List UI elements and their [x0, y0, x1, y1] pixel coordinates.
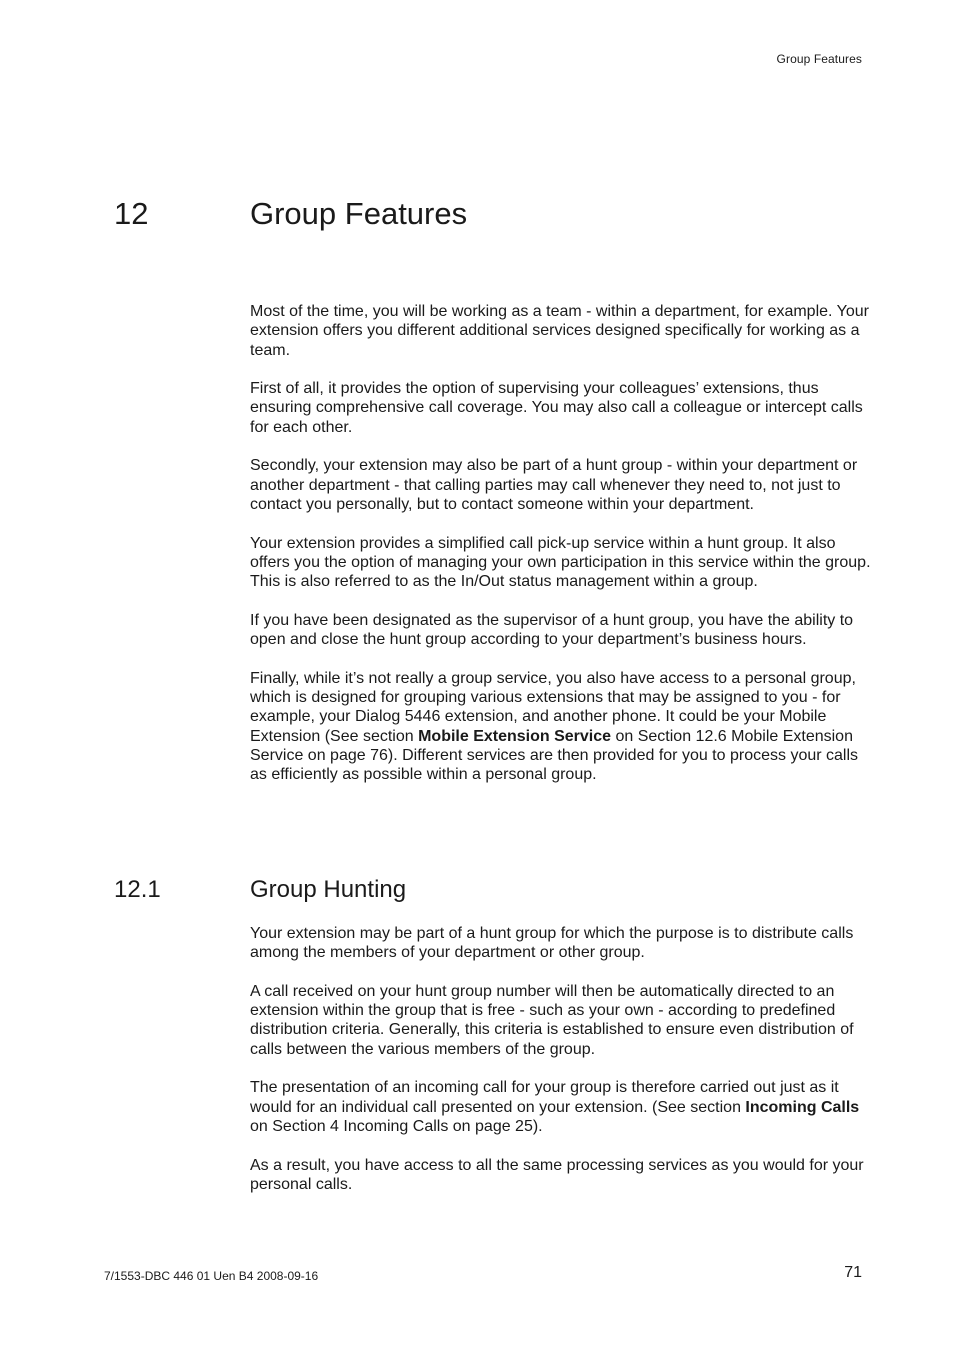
paragraph: Most of the time, you will be working as a team - within a department, for example. Your extension offers you different additional services designed specifically for working as a team. — [250, 303, 869, 359]
paragraph: A call received on your hunt group number will then be automatically directed to an extension within the group that is free - such as your own - according to predefined distribution criteria. Generally, this criteria is established to ensure even distribution of calls between the various members of the group. — [250, 982, 854, 1058]
paragraph: As a result, you have access to all the same processing services as you would for your personal calls. — [250, 1156, 864, 1193]
section-title: Group Hunting — [250, 876, 407, 903]
paragraph: Your extension may be part of a hunt group for which the purpose is to distribute calls among the members of your department or other group. — [250, 925, 854, 962]
section-heading — [114, 876, 406, 904]
chapter-title: Group Features — [250, 196, 468, 231]
footer-page-number: 71 — [844, 1264, 862, 1281]
paragraph-with-reference: Finally, while it’s not really a group service, you also have access to a personal group, which is designed for grouping various extensions that may be assigned to you - for example, your Dialog 5446 extension, and another phone. It could be your Mobile Extension (See section Mobile Extension Service on Section 12.6 Mobile Extension Service on page 76). Different services are then provided for you to process your calls as efficiently as possible within a personal group. — [250, 669, 859, 784]
paragraph: First of all, it provides the option of supervising your colleagues’ extensions, thus ensuring comprehensive call coverage. You may also call a colleague or intercept calls for each other. — [250, 380, 863, 436]
running-header: Group Features — [776, 52, 862, 66]
paragraph: Your extension provides a simplified call pick-up service within a hunt group. It also offers you the option of managing your own participation in this service within the group. This is also referred to as the In/Out status management within a group. — [250, 534, 871, 591]
chapter-heading — [114, 196, 467, 232]
section-number: 12.1 — [114, 876, 161, 903]
cross-reference-mobile-extension: Mobile Extension Service — [418, 727, 612, 745]
paragraph: If you have been designated as the supervisor of a hunt group, you have the ability to open and close the hunt group according to your department’s business hours. — [250, 611, 854, 649]
section-body — [250, 924, 872, 1213]
chapter-intro — [250, 302, 872, 804]
chapter-number: 12 — [114, 196, 149, 231]
paragraph-with-reference: The presentation of an incoming call for your group is therefore carried out just as it would for an individual call presented on your extension. (See section Incoming Calls on Section 4 Incoming Calls on page 25). — [250, 1079, 860, 1135]
footer-document-id: 7/1553-DBC 446 01 Uen B4 2008-09-16 — [104, 1269, 319, 1283]
paragraph: Secondly, your extension may also be part of a hunt group - within your department or another department - that calling parties may call whenever they need to, not just to contact you personally, but to contact someone within your department. — [250, 457, 858, 513]
cross-reference-incoming-calls: Incoming Calls — [745, 1098, 860, 1116]
